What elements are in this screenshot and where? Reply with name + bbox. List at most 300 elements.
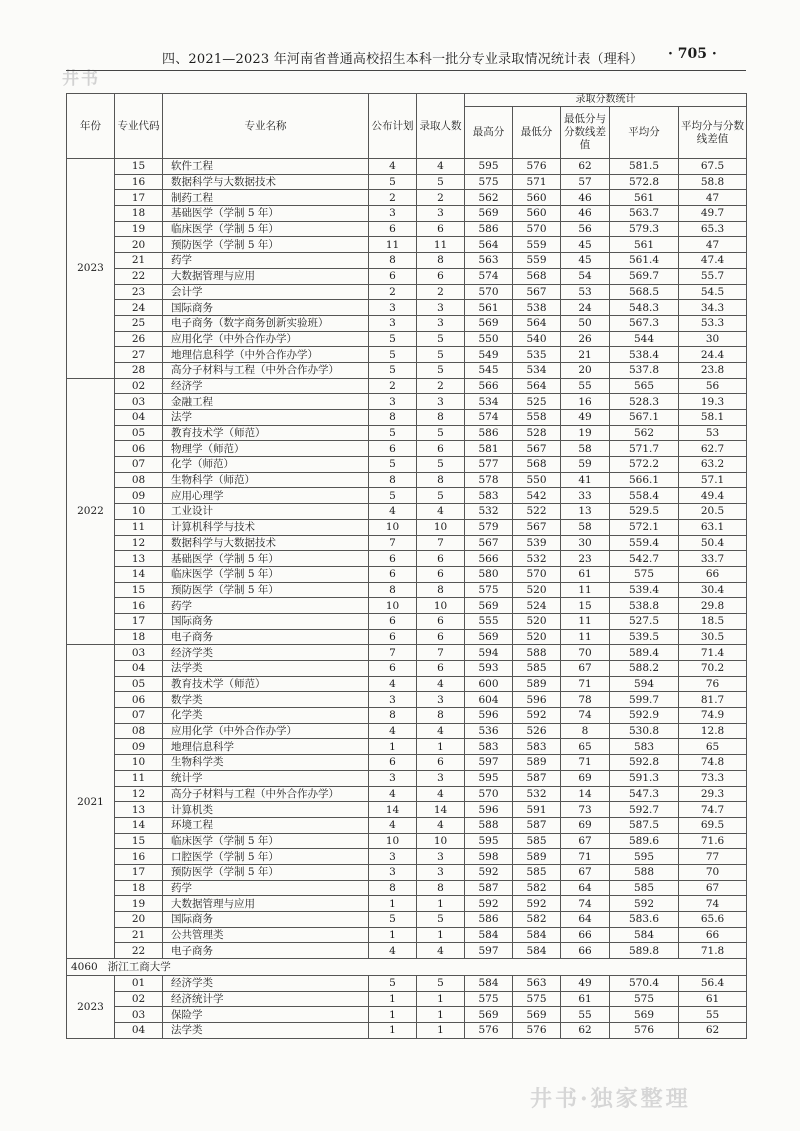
cell-min-diff: 55	[561, 1007, 610, 1023]
cell-max: 569	[465, 598, 513, 614]
cell-avg: 568.5	[610, 284, 679, 300]
table-row	[67, 237, 747, 253]
cell-avg-diff: 29.3	[679, 786, 747, 802]
cell-name: 金融工程	[163, 394, 369, 410]
cell-plan: 6	[369, 268, 417, 284]
cell-max: 583	[465, 488, 513, 504]
table-row	[67, 723, 747, 739]
cell-avg: 567.3	[610, 315, 679, 331]
cell-name: 药学	[163, 598, 369, 614]
cell-max: 584	[465, 976, 513, 992]
cell-min: 589	[513, 676, 561, 692]
cell-admit: 4	[417, 159, 465, 175]
cell-avg-diff: 62.7	[679, 441, 747, 457]
cell-name: 地理信息科学	[163, 739, 369, 755]
cell-max: 570	[465, 284, 513, 300]
cell-min: 539	[513, 535, 561, 551]
cell-code: 10	[115, 504, 163, 520]
cell-plan: 7	[369, 535, 417, 551]
cell-max: 569	[465, 206, 513, 222]
cell-name: 保险学	[163, 1007, 369, 1023]
cell-avg-diff: 58.8	[679, 174, 747, 190]
cell-avg-diff: 67.5	[679, 159, 747, 175]
cell-avg: 569	[610, 1007, 679, 1023]
page-header	[0, 0, 800, 89]
cell-avg-diff: 74	[679, 896, 747, 912]
cell-min-diff: 74	[561, 896, 610, 912]
year-cell: 2021	[67, 645, 115, 959]
cell-max: 574	[465, 410, 513, 426]
cell-avg: 589.4	[610, 645, 679, 661]
cell-min: 570	[513, 221, 561, 237]
cell-plan: 6	[369, 551, 417, 567]
cell-plan: 11	[369, 237, 417, 253]
cell-max: 562	[465, 190, 513, 206]
cell-admit: 4	[417, 786, 465, 802]
cell-max: 575	[465, 174, 513, 190]
cell-min: 560	[513, 190, 561, 206]
cell-admit: 4	[417, 943, 465, 959]
cell-avg-diff: 65.3	[679, 221, 747, 237]
cell-code: 06	[115, 441, 163, 457]
cell-avg: 595	[610, 849, 679, 865]
cell-plan: 4	[369, 676, 417, 692]
table-row	[67, 864, 747, 880]
cell-name: 计算机科学与技术	[163, 519, 369, 535]
cell-avg-diff: 58.1	[679, 410, 747, 426]
cell-min-diff: 13	[561, 504, 610, 520]
page-number: · 705 ·	[668, 46, 717, 62]
table-row	[67, 253, 747, 269]
cell-min: 588	[513, 645, 561, 661]
cell-min-diff: 24	[561, 300, 610, 316]
cell-code: 22	[115, 943, 163, 959]
table-row	[67, 1007, 747, 1023]
cell-name: 制药工程	[163, 190, 369, 206]
cell-max: 575	[465, 582, 513, 598]
cell-max: 596	[465, 802, 513, 818]
table-row	[67, 441, 747, 457]
table-row	[67, 849, 747, 865]
cell-avg: 599.7	[610, 692, 679, 708]
cell-code: 07	[115, 457, 163, 473]
cell-avg: 539.4	[610, 582, 679, 598]
cell-plan: 1	[369, 896, 417, 912]
table-row	[67, 268, 747, 284]
cell-code: 27	[115, 347, 163, 363]
cell-code: 02	[115, 991, 163, 1007]
cell-plan: 3	[369, 864, 417, 880]
header-name: 专业名称	[163, 94, 369, 159]
cell-avg-diff: 81.7	[679, 692, 747, 708]
cell-avg-diff: 47.4	[679, 253, 747, 269]
cell-code: 05	[115, 425, 163, 441]
cell-min-diff: 54	[561, 268, 610, 284]
table-row	[67, 739, 747, 755]
cell-min: 584	[513, 943, 561, 959]
cell-min-diff: 50	[561, 315, 610, 331]
cell-avg: 588.2	[610, 661, 679, 677]
cell-avg: 579.3	[610, 221, 679, 237]
cell-avg-diff: 69.5	[679, 817, 747, 833]
cell-plan: 2	[369, 190, 417, 206]
cell-min-diff: 61	[561, 991, 610, 1007]
table-row	[67, 394, 747, 410]
cell-name: 预防医学（学制 5 年）	[163, 864, 369, 880]
cell-avg: 576	[610, 1023, 679, 1039]
cell-plan: 6	[369, 221, 417, 237]
cell-plan: 4	[369, 786, 417, 802]
cell-avg: 528.3	[610, 394, 679, 410]
cell-min: 576	[513, 1023, 561, 1039]
cell-code: 02	[115, 378, 163, 394]
cell-avg: 527.5	[610, 613, 679, 629]
cell-min: 570	[513, 566, 561, 582]
cell-code: 22	[115, 268, 163, 284]
cell-min: 592	[513, 708, 561, 724]
table-row	[67, 410, 747, 426]
cell-code: 04	[115, 661, 163, 677]
cell-min: 589	[513, 755, 561, 771]
cell-avg: 530.8	[610, 723, 679, 739]
header-avg: 平均分	[610, 107, 679, 159]
cell-min: 563	[513, 976, 561, 992]
cell-avg-diff: 20.5	[679, 504, 747, 520]
cell-min: 587	[513, 817, 561, 833]
cell-name: 物理学（师范）	[163, 441, 369, 457]
cell-admit: 3	[417, 206, 465, 222]
cell-plan: 5	[369, 457, 417, 473]
cell-plan: 3	[369, 849, 417, 865]
cell-admit: 5	[417, 912, 465, 928]
cell-admit: 3	[417, 315, 465, 331]
cell-avg: 589.6	[610, 833, 679, 849]
cell-plan: 6	[369, 613, 417, 629]
cell-code: 17	[115, 190, 163, 206]
cell-min: 534	[513, 362, 561, 378]
cell-plan: 8	[369, 253, 417, 269]
cell-avg-diff: 54.5	[679, 284, 747, 300]
header-min-diff: 最低分与分数线差值	[561, 107, 610, 159]
cell-min-diff: 16	[561, 394, 610, 410]
cell-name: 工业设计	[163, 504, 369, 520]
cell-name: 数学类	[163, 692, 369, 708]
cell-avg: 584	[610, 927, 679, 943]
school-code: 4060	[71, 961, 98, 974]
cell-avg-diff: 18.5	[679, 613, 747, 629]
cell-avg: 570.4	[610, 976, 679, 992]
cell-name: 法学	[163, 410, 369, 426]
cell-avg-diff: 66	[679, 566, 747, 582]
table-row	[67, 315, 747, 331]
cell-code: 03	[115, 394, 163, 410]
cell-avg: 538.4	[610, 347, 679, 363]
cell-code: 20	[115, 912, 163, 928]
cell-min: 585	[513, 833, 561, 849]
cell-avg-diff: 47	[679, 237, 747, 253]
cell-avg-diff: 30.4	[679, 582, 747, 598]
cell-min-diff: 11	[561, 629, 610, 645]
table-row	[67, 221, 747, 237]
cell-min: 559	[513, 253, 561, 269]
cell-code: 07	[115, 708, 163, 724]
cell-code: 16	[115, 174, 163, 190]
cell-min-diff: 69	[561, 817, 610, 833]
cell-admit: 5	[417, 488, 465, 504]
cell-max: 587	[465, 880, 513, 896]
cell-max: 595	[465, 159, 513, 175]
cell-code: 19	[115, 896, 163, 912]
cell-max: 593	[465, 661, 513, 677]
cell-plan: 6	[369, 441, 417, 457]
cell-name: 药学	[163, 880, 369, 896]
table-row	[67, 1023, 747, 1039]
cell-code: 24	[115, 300, 163, 316]
cell-plan: 4	[369, 159, 417, 175]
table-row	[67, 770, 747, 786]
cell-min-diff: 15	[561, 598, 610, 614]
cell-max: 592	[465, 896, 513, 912]
table-row	[67, 613, 747, 629]
cell-admit: 5	[417, 425, 465, 441]
cell-max: 561	[465, 300, 513, 316]
cell-plan: 5	[369, 912, 417, 928]
cell-code: 17	[115, 864, 163, 880]
cell-plan: 3	[369, 770, 417, 786]
cell-name: 国际商务	[163, 613, 369, 629]
cell-min: 532	[513, 551, 561, 567]
cell-avg: 538.8	[610, 598, 679, 614]
cell-min-diff: 78	[561, 692, 610, 708]
cell-plan: 8	[369, 410, 417, 426]
cell-max: 588	[465, 817, 513, 833]
cell-admit: 6	[417, 221, 465, 237]
cell-avg: 571.7	[610, 441, 679, 457]
cell-avg: 592.9	[610, 708, 679, 724]
cell-plan: 5	[369, 425, 417, 441]
cell-avg: 567.1	[610, 410, 679, 426]
table-row	[67, 912, 747, 928]
cell-avg: 572.2	[610, 457, 679, 473]
cell-avg: 548.3	[610, 300, 679, 316]
cell-max: 583	[465, 739, 513, 755]
cell-min-diff: 70	[561, 645, 610, 661]
cell-min: 532	[513, 786, 561, 802]
cell-code: 11	[115, 770, 163, 786]
table-row	[67, 708, 747, 724]
cell-min-diff: 26	[561, 331, 610, 347]
cell-avg: 592	[610, 896, 679, 912]
header-plan: 公布计划	[369, 94, 417, 159]
table-row	[67, 943, 747, 959]
cell-plan: 1	[369, 1023, 417, 1039]
cell-min: 582	[513, 880, 561, 896]
cell-plan: 6	[369, 629, 417, 645]
cell-plan: 5	[369, 362, 417, 378]
table-row	[67, 535, 747, 551]
cell-min: 564	[513, 378, 561, 394]
cell-name: 应用化学（中外合作办学）	[163, 723, 369, 739]
cell-admit: 5	[417, 976, 465, 992]
cell-code: 16	[115, 598, 163, 614]
table-row	[67, 598, 747, 614]
cell-plan: 1	[369, 1007, 417, 1023]
cell-admit: 7	[417, 645, 465, 661]
cell-avg: 561	[610, 237, 679, 253]
cell-avg-diff: 76	[679, 676, 747, 692]
cell-admit: 5	[417, 347, 465, 363]
cell-max: 549	[465, 347, 513, 363]
cell-avg: 591.3	[610, 770, 679, 786]
cell-admit: 1	[417, 927, 465, 943]
table-header	[67, 94, 747, 159]
cell-avg-diff: 74.8	[679, 755, 747, 771]
cell-admit: 4	[417, 676, 465, 692]
cell-min-diff: 73	[561, 802, 610, 818]
cell-code: 08	[115, 472, 163, 488]
cell-min-diff: 23	[561, 551, 610, 567]
cell-code: 14	[115, 817, 163, 833]
cell-name: 经济学	[163, 378, 369, 394]
cell-avg: 558.4	[610, 488, 679, 504]
cell-min-diff: 19	[561, 425, 610, 441]
cell-avg-diff: 71.4	[679, 645, 747, 661]
cell-max: 563	[465, 253, 513, 269]
cell-avg: 537.8	[610, 362, 679, 378]
cell-plan: 6	[369, 661, 417, 677]
header-stats-group: 录取分数统计	[465, 94, 747, 107]
cell-avg-diff: 34.3	[679, 300, 747, 316]
table-row	[67, 976, 747, 992]
table-row	[67, 362, 747, 378]
header-year: 年份	[67, 94, 115, 159]
cell-avg-diff: 50.4	[679, 535, 747, 551]
cell-code: 18	[115, 206, 163, 222]
cell-max: 598	[465, 849, 513, 865]
cell-avg-diff: 67	[679, 880, 747, 896]
cell-avg: 529.5	[610, 504, 679, 520]
cell-min-diff: 14	[561, 786, 610, 802]
cell-avg: 588	[610, 864, 679, 880]
cell-min: 575	[513, 991, 561, 1007]
cell-code: 15	[115, 159, 163, 175]
cell-min-diff: 53	[561, 284, 610, 300]
cell-name: 大数据管理与应用	[163, 896, 369, 912]
cell-admit: 10	[417, 833, 465, 849]
cell-max: 567	[465, 535, 513, 551]
table-row	[67, 284, 747, 300]
cell-max: 581	[465, 441, 513, 457]
cell-avg: 563.7	[610, 206, 679, 222]
cell-avg: 575	[610, 566, 679, 582]
cell-avg-diff: 61	[679, 991, 747, 1007]
table-row	[67, 159, 747, 175]
cell-avg: 592.7	[610, 802, 679, 818]
cell-min-diff: 30	[561, 535, 610, 551]
cell-avg: 583	[610, 739, 679, 755]
watermark-bottom: 井书·独家整理	[530, 1086, 691, 1112]
cell-admit: 6	[417, 441, 465, 457]
year-cell: 2023	[67, 159, 115, 379]
cell-code: 12	[115, 786, 163, 802]
cell-min-diff: 62	[561, 159, 610, 175]
cell-plan: 1	[369, 739, 417, 755]
cell-admit: 6	[417, 268, 465, 284]
cell-max: 604	[465, 692, 513, 708]
cell-code: 15	[115, 582, 163, 598]
cell-min: 520	[513, 613, 561, 629]
cell-code: 06	[115, 692, 163, 708]
table-row	[67, 378, 747, 394]
cell-admit: 1	[417, 991, 465, 1007]
cell-plan: 4	[369, 817, 417, 833]
cell-max: 569	[465, 315, 513, 331]
cell-admit: 6	[417, 755, 465, 771]
cell-code: 15	[115, 833, 163, 849]
cell-code: 09	[115, 739, 163, 755]
cell-max: 545	[465, 362, 513, 378]
cell-max: 592	[465, 864, 513, 880]
cell-avg-diff: 66	[679, 927, 747, 943]
cell-min: 568	[513, 457, 561, 473]
cell-code: 04	[115, 1023, 163, 1039]
cell-name: 电子商务	[163, 629, 369, 645]
cell-avg-diff: 65.6	[679, 912, 747, 928]
cell-avg: 544	[610, 331, 679, 347]
cell-max: 536	[465, 723, 513, 739]
cell-max: 597	[465, 943, 513, 959]
cell-admit: 5	[417, 174, 465, 190]
cell-admit: 4	[417, 504, 465, 520]
cell-min: 585	[513, 864, 561, 880]
cell-min: 525	[513, 394, 561, 410]
cell-min-diff: 67	[561, 661, 610, 677]
cell-max: 580	[465, 566, 513, 582]
cell-max: 594	[465, 645, 513, 661]
cell-min: 524	[513, 598, 561, 614]
cell-admit: 5	[417, 362, 465, 378]
cell-avg-diff: 55	[679, 1007, 747, 1023]
header-min: 最低分	[513, 107, 561, 159]
table-row	[67, 347, 747, 363]
cell-plan: 3	[369, 394, 417, 410]
cell-avg-diff: 19.3	[679, 394, 747, 410]
cell-plan: 4	[369, 504, 417, 520]
cell-code: 25	[115, 315, 163, 331]
table-row	[67, 206, 747, 222]
cell-name: 经济学类	[163, 976, 369, 992]
cell-max: 569	[465, 629, 513, 645]
cell-name: 环境工程	[163, 817, 369, 833]
watermark-top: 井书	[62, 69, 100, 89]
cell-name: 临床医学（学制 5 年）	[163, 566, 369, 582]
cell-avg: 565	[610, 378, 679, 394]
cell-plan: 4	[369, 723, 417, 739]
cell-min: 585	[513, 661, 561, 677]
cell-code: 21	[115, 253, 163, 269]
cell-code: 28	[115, 362, 163, 378]
cell-code: 11	[115, 519, 163, 535]
cell-min-diff: 46	[561, 206, 610, 222]
cell-min: 571	[513, 174, 561, 190]
cell-name: 经济学类	[163, 645, 369, 661]
cell-admit: 1	[417, 1023, 465, 1039]
cell-admit: 2	[417, 190, 465, 206]
cell-code: 21	[115, 927, 163, 943]
cell-avg-diff: 33.7	[679, 551, 747, 567]
cell-plan: 8	[369, 880, 417, 896]
cell-min: 583	[513, 739, 561, 755]
